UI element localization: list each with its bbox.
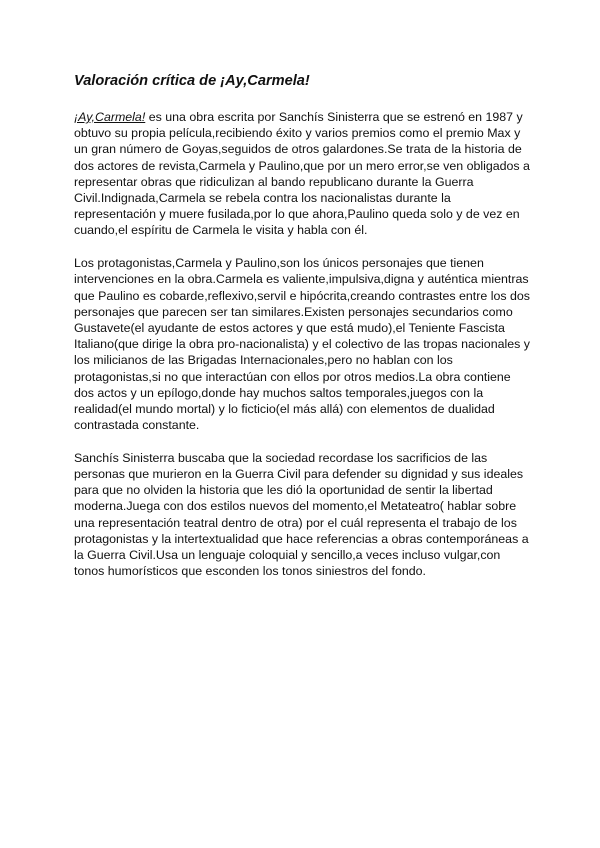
paragraph-intro-text: es una obra escrita por Sanchís Sinisterra que se estrenó en 1987 y obtuvo su propia película,recibiendo éxito y varios premios como el premio Max y un gran número de Goyas,seguidos de otros galardones.Se trata de la historia de dos actores de revista,Carmela y Paulino,que por un mero error,se ven obligados a representar obras que ridiculizan al bando republicano durante la Guerra Civil.Indignada,Carmela se rebela contra los nacionalistas durante la representación y muere fusilada,por lo que ahora,Paulino queda solo y de vez en cuando,el espíritu de Carmela le visita y habla con él. — [74, 110, 530, 238]
paragraph-intro — [74, 109, 530, 239]
paragraph-purpose: Sanchís Sinisterra buscaba que la sociedad recordase los sacrificios de las personas que murieron en la Guerra Civil para defender su dignidad y sus ideales para que no olviden la historia que les dió la oportunidad de sentir la libertad moderna.Juega con dos estilos nuevos del momento,el Metateatro( hablar sobre una representación teatral dentro de otra) por el cuál representa el trabajo de los protagonistas y la intertextualidad que hace referencias a obras contemporáneas a la Guerra Civil.Usa un lenguaje coloquial y sencillo,a veces incluso vulgar,con tonos humorísticos que esconden los tonos siniestros del fondo. — [74, 450, 529, 579]
document-page — [74, 70, 530, 596]
document-title: Valoración crítica de ¡Ay,Carmela! — [74, 73, 310, 89]
work-title-link[interactable]: ¡Ay,Carmela! — [74, 110, 146, 124]
paragraph-characters: Los protagonistas,Carmela y Paulino,son los únicos personajes que tienen intervenciones en la obra.Carmela es valiente,impulsiva,digna y auténtica mientras que Paulino es cobarde,reflexivo,servil e hipócrita,creando contrastes entre los dos personajes que parecen ser tan similares.Existen personajes secundarios como Gustavete(el ayudante de estos actores y que está mudo),el Teniente Fascista Italiano(que dirige la obra pro-nacionalista) y el colectivo de las tropas nacionales y los milicianos de las Brigadas Internacionales,pero no hablan con los protagonistas,si no que interactúan con ellos por otros medios.La obra contiene dos actos y un epílogo,donde hay muchos saltos temporales,juegos con la realidad(el mundo mortal) y lo ficticio(el más allá) con elementos de dualidad contrastada constante. — [74, 256, 530, 433]
